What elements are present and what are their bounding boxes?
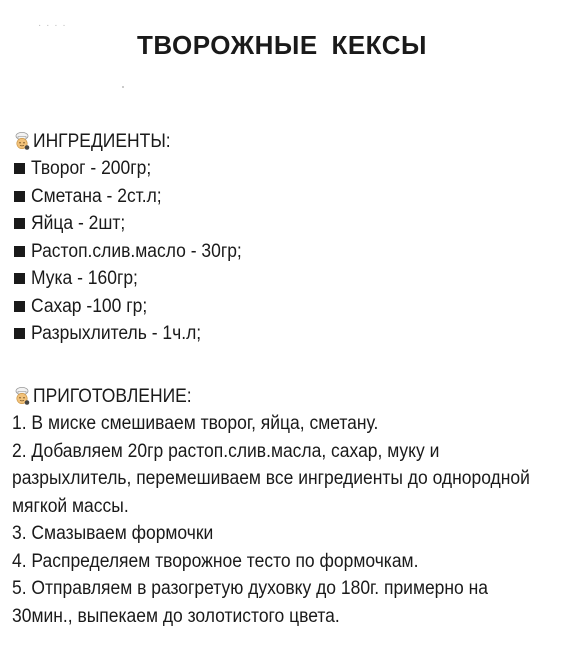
steps-list	[12, 410, 546, 630]
recipe-title: ТВОРОЖНЫЕ КЕКСЫ	[137, 30, 427, 60]
ingredient-text: Мука - 160гр;	[31, 268, 138, 290]
step-item: 5. Отправляем в разогретую духовку до 180г. примерно на 30мин., выпекаем до золотистого цвета.	[12, 578, 489, 627]
list-item	[12, 265, 260, 293]
step-item: 2. Добавляем 20гр растоп.слив.масла, сахар, муку и разрыхлитель, перемешиваем все ингредиенты до однородной мягкой массы.	[12, 440, 530, 517]
steps-heading	[12, 383, 557, 410]
steps-heading-text: ПРИГОТОВЛЕНИЕ:	[33, 386, 192, 407]
decorative-dot	[122, 86, 124, 88]
ingredients-list	[12, 155, 260, 348]
step-item: 1. В миске смешиваем творог, яйца, сметану.	[12, 413, 379, 434]
list-item	[12, 293, 260, 321]
list-item	[12, 238, 260, 266]
ingredients-heading-text: ИНГРЕДИЕНТЫ:	[33, 131, 171, 152]
step-item: 4. Распределяем творожное тесто по формочкам.	[12, 550, 419, 572]
ingredients-section	[12, 128, 260, 348]
ingredient-text: Сахар -100 гр;	[31, 295, 148, 317]
list-item	[12, 155, 260, 183]
ingredient-text: Разрыхлитель - 1ч.л;	[31, 323, 202, 345]
square-bullet-icon	[14, 191, 25, 202]
square-bullet-icon	[14, 328, 25, 339]
square-bullet-icon	[14, 218, 25, 229]
list-item	[12, 210, 260, 238]
ingredient-text: Творог - 200гр;	[31, 158, 152, 180]
square-bullet-icon	[14, 273, 25, 284]
steps-section	[12, 383, 557, 630]
ingredients-heading	[12, 128, 260, 155]
square-bullet-icon	[14, 246, 25, 257]
square-bullet-icon	[14, 301, 25, 312]
list-item	[12, 183, 260, 211]
ingredient-text: Сметана - 2ст.л;	[31, 185, 162, 207]
list-item	[12, 320, 260, 348]
step-item: 3. Смазываем формочки	[12, 523, 214, 544]
chef-icon	[12, 131, 32, 151]
chef-icon	[12, 386, 32, 406]
ingredient-text: Растоп.слив.масло - 30гр;	[31, 240, 242, 262]
square-bullet-icon	[14, 163, 25, 174]
ingredient-text: Яйца - 2шт;	[31, 213, 126, 235]
decorative-dots: · · · ·	[38, 20, 67, 31]
